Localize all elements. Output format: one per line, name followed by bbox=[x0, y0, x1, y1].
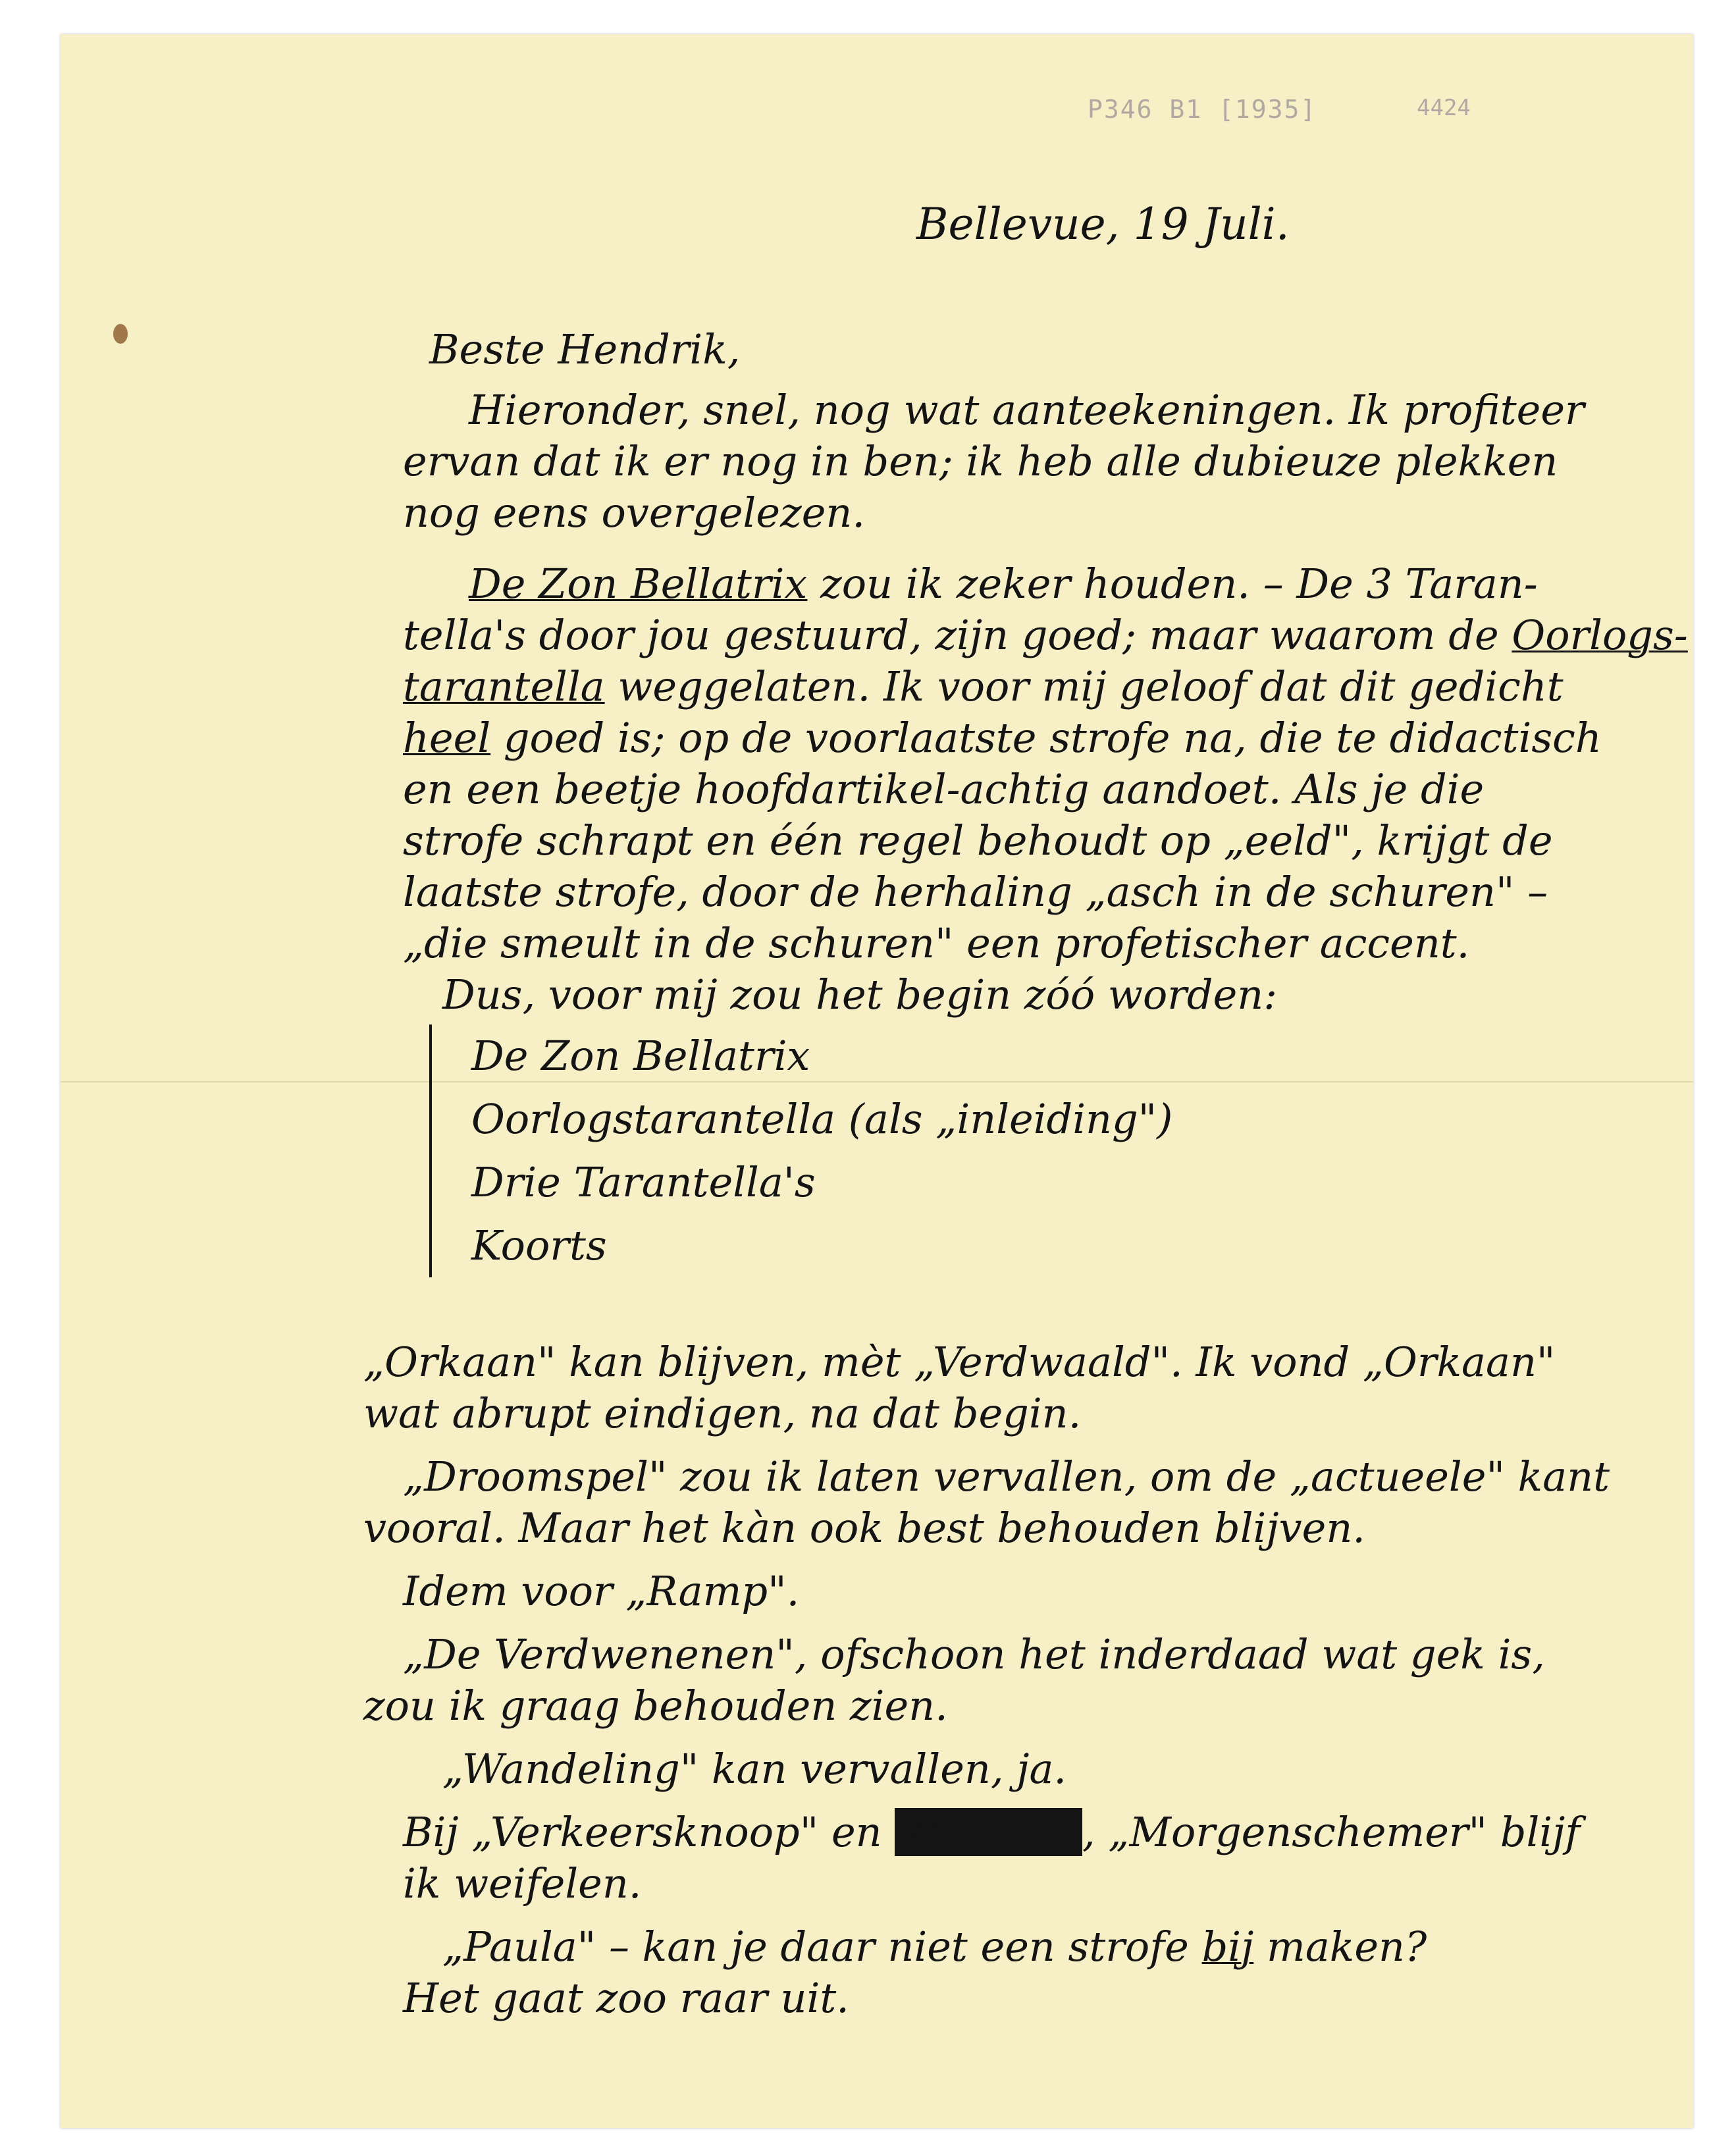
paragraph8-line2: ik weifelen. bbox=[403, 1859, 642, 1907]
paragraph2-line4 bbox=[403, 712, 1706, 764]
paragraph3-line1: „Orkaan" kan blijven, mèt „Verdwaald". Ik vond „Orkaan" bbox=[363, 1338, 1556, 1386]
poem-title-oorlogs: Oorlogs- bbox=[1512, 611, 1688, 659]
intro-list: Dus, voor mij zou het begin zóó worden: bbox=[442, 971, 1278, 1019]
archive-shelfmark: P346 B1 [1935] bbox=[1088, 95, 1317, 124]
paragraph9-line1 bbox=[403, 1921, 1706, 1973]
letter-sheet bbox=[61, 34, 1693, 2128]
paragraph2-line2 bbox=[403, 610, 1706, 661]
emphasis-bij: bij bbox=[1201, 1923, 1254, 1971]
paragraph8-line1 bbox=[403, 1807, 1706, 1858]
paragraph5: Idem voor „Ramp". bbox=[403, 1567, 800, 1615]
paragraph4-line2: vooral. Maar het kàn ook best behouden blijven. bbox=[363, 1504, 1365, 1552]
paragraph6-line2: zou ik graag behouden zien. bbox=[363, 1682, 948, 1730]
paragraph2-line1 bbox=[403, 558, 1706, 610]
paragraph9-line2: Het gaat zoo raar uit. bbox=[403, 1974, 849, 2022]
paragraph6-line1: „De Verdwenenen", ofschoon het inderdaad wat gek is, bbox=[403, 1630, 1545, 1678]
poem-title-de-zon-bellatrix: De Zon Bellatrix bbox=[469, 560, 808, 608]
paragraph1-line3: nog eens overgelezen. bbox=[403, 489, 866, 537]
paragraph4-line1: „Droomspel" zou ik laten vervallen, om de „actueele" kant bbox=[403, 1452, 1610, 1501]
dateline: Bellevue, 19 Juli. bbox=[916, 199, 1290, 250]
paragraph9-start: „Paula" – kan je daar niet een strofe bbox=[442, 1923, 1202, 1971]
poem-title-tarantella: tarantella bbox=[403, 662, 605, 710]
paragraph2-line6: strofe schrapt en één regel behoudt op „eeld", krijgt de bbox=[403, 816, 1553, 865]
paragraph8-start: Bij „Verkeersknoop" en bbox=[403, 1808, 895, 1856]
poem-list-item: De Zon Bellatrix bbox=[471, 1032, 810, 1080]
salutation: Beste Hendrik, bbox=[429, 325, 741, 373]
paragraph3-line2: wat abrupt eindigen, na dat begin. bbox=[363, 1389, 1082, 1437]
poem-list-item: Koorts bbox=[471, 1221, 607, 1269]
paragraph7: „Wandeling" kan vervallen, ja. bbox=[442, 1745, 1067, 1793]
paragraph8-end: , „Morgenschemer" blijf bbox=[1082, 1808, 1581, 1856]
archive-number: 4424 bbox=[1417, 95, 1471, 121]
paragraph2-line7: laatste strofe, door de herhaling „asch in de schuren" – bbox=[403, 868, 1548, 916]
emphasis-heel: heel bbox=[403, 714, 491, 762]
poem-order-list bbox=[429, 1024, 1706, 1277]
paragraph2-line5: en een beetje hoofdartikel-achtig aandoet. Als je die bbox=[403, 765, 1485, 813]
paper-stain bbox=[113, 324, 128, 344]
paragraph2-line3 bbox=[403, 661, 1706, 712]
paragraph2-line4-rest: goed is; op de voorlaatste strofe na, die te didactisch bbox=[490, 714, 1602, 762]
paragraph1-line2: ervan dat ik er nog in ben; ik heb alle dubieuze plekken bbox=[403, 437, 1558, 485]
struck-out-word: Wa......... bbox=[895, 1808, 1082, 1856]
paragraph9-end: maken? bbox=[1253, 1923, 1427, 1971]
paragraph2-line2-start: tella's door jou gestuurd, zijn goed; maar waarom de bbox=[403, 611, 1512, 659]
paragraph1-line1: Hieronder, snel, nog wat aanteekeningen. Ik profiteer bbox=[469, 386, 1585, 434]
poem-list-item: Oorlogstarantella (als „inleiding") bbox=[471, 1095, 1173, 1143]
letter-body bbox=[363, 324, 1706, 2024]
poem-list-item: Drie Tarantella's bbox=[471, 1158, 816, 1206]
paragraph2-line1-rest: zou ik zeker houden. – De 3 Taran- bbox=[807, 560, 1538, 608]
paragraph2-line8: „die smeult in de schuren" een profetischer accent. bbox=[403, 919, 1470, 967]
paragraph2-line3-rest: weggelaten. Ik voor mij geloof dat dit gedicht bbox=[604, 662, 1564, 710]
